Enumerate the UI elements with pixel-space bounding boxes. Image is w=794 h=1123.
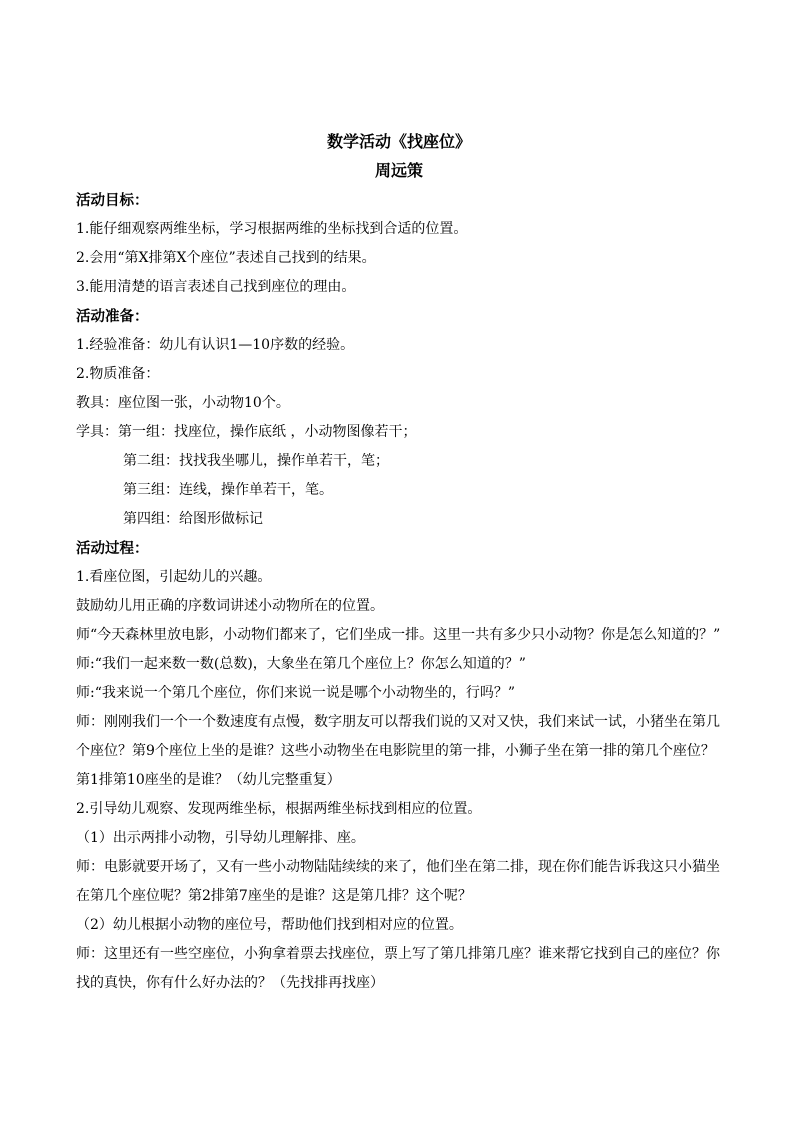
process-paragraph: 师:“我们一起来数一数(总数)，大象坐在第几个座位上？你怎么知道的？”	[76, 656, 526, 672]
prep-item: 2.物质准备：	[76, 366, 160, 382]
process-paragraph: 1.看座位图，引起幼儿的兴趣。	[76, 569, 272, 585]
process-paragraph: 鼓励幼儿用正确的序数词讲述小动物所在的位置。	[76, 598, 384, 614]
goal-item: 1.能仔细观察两维坐标，学习根据两维的坐标找到合适的位置。	[76, 221, 468, 237]
document-page	[76, 128, 722, 998]
prep-group-item: 第四组：给图形做标记	[123, 511, 263, 527]
prep-item: 教具：座位图一张，小动物10个。	[76, 395, 290, 411]
process-paragraph: （2）幼儿根据小动物的座位号，帮助他们找到相对应的位置。	[76, 917, 463, 933]
process-heading: 活动过程：	[76, 540, 149, 557]
prep-item: 1.经验准备：幼儿有认识1—10序数的经验。	[76, 337, 355, 353]
process-paragraph: 师:“我来说一个第几个座位，你们来说一说是哪个小动物坐的，行吗？”	[76, 685, 516, 701]
process-paragraph: 师：电影就要开场了，又有一些小动物陆陆续续的来了，他们坐在第二排，现在你们能告诉我这只小猫坐在第几个座位呢？第2排第7座坐的是谁？这是第几排？这个呢？	[76, 859, 720, 904]
prep-group-item: 第三组：连线，操作单若干，笔。	[123, 482, 333, 498]
process-paragraph: （1）出示两排小动物，引导幼儿理解排、座。	[76, 830, 365, 846]
process-paragraph: 2.引导幼儿观察、发现两维坐标，根据两维坐标找到相应的位置。	[76, 801, 482, 817]
prep-group-list	[76, 447, 722, 534]
goal-item: 3.能用清楚的语言表述自己找到座位的理由。	[76, 279, 356, 295]
process-paragraph: 师：这里还有一些空座位，小狗拿着票去找座位，票上写了第几排第几座？谁来帮它找到自己的座位？你找的真快，你有什么好办法的？（先找排再找座）	[76, 946, 720, 991]
process-paragraph: 师“今天森林里放电影，小动物们都来了，它们坐成一排。这里一共有多少只小动物？你是怎么知道的？”	[76, 627, 721, 643]
goal-item: 2.会用“第X排第X个座位”表述自己找到的结果。	[76, 250, 376, 266]
document-title: 数学活动《找座位》	[326, 132, 471, 151]
prep-item: 学具：第一组：找座位，操作底纸 ，小动物图像若干；	[76, 424, 417, 440]
process-paragraph: 师：刚刚我们一个一个数速度有点慢，数字朋友可以帮我们说的又对又快，我们来试一试，小猪坐在第几个座位？第9个座位上坐的是谁？这些小动物坐在电影院里的第一排，小狮子坐在第一排的第几个座位？第1排第10座坐的是谁？（幼儿完整重复）	[76, 714, 720, 788]
goals-heading: 活动目标：	[76, 192, 149, 209]
prep-heading: 活动准备：	[76, 308, 149, 325]
prep-group-item: 第二组：找找我坐哪儿，操作单若干，笔；	[123, 453, 389, 469]
document-author: 周远策	[374, 161, 423, 180]
